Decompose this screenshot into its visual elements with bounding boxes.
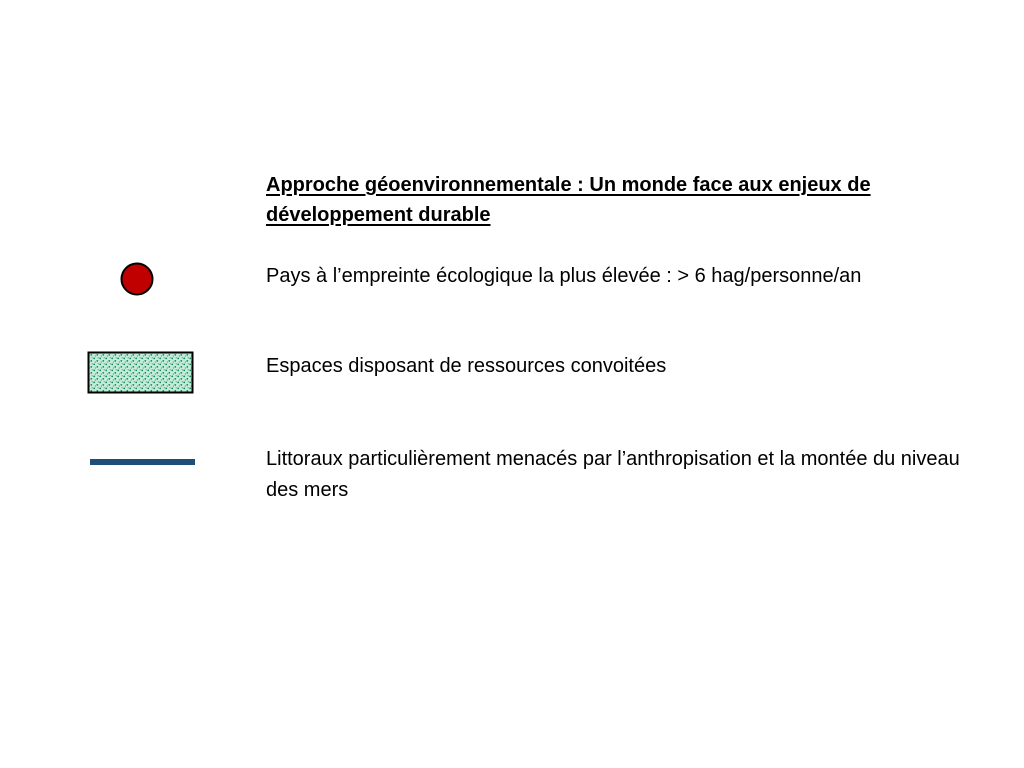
green-dotted-rectangle-icon: [87, 351, 195, 400]
legend-label-resources: Espaces disposant de ressources convoitées: [266, 355, 667, 377]
legend-label-coasts: Littoraux particulièrement menacés par l’anthropisation et la montée du niveau des mers: [266, 448, 960, 501]
red-circle-icon: [119, 262, 155, 303]
legend-title: Approche géoenvironnementale : Un monde face aux enjeux de développement durable: [266, 174, 871, 226]
legend-label-ecological-footprint: Pays à l’empreinte écologique la plus élevée : > 6 hag/personne/an: [266, 265, 862, 287]
blue-line-icon: [89, 454, 197, 472]
